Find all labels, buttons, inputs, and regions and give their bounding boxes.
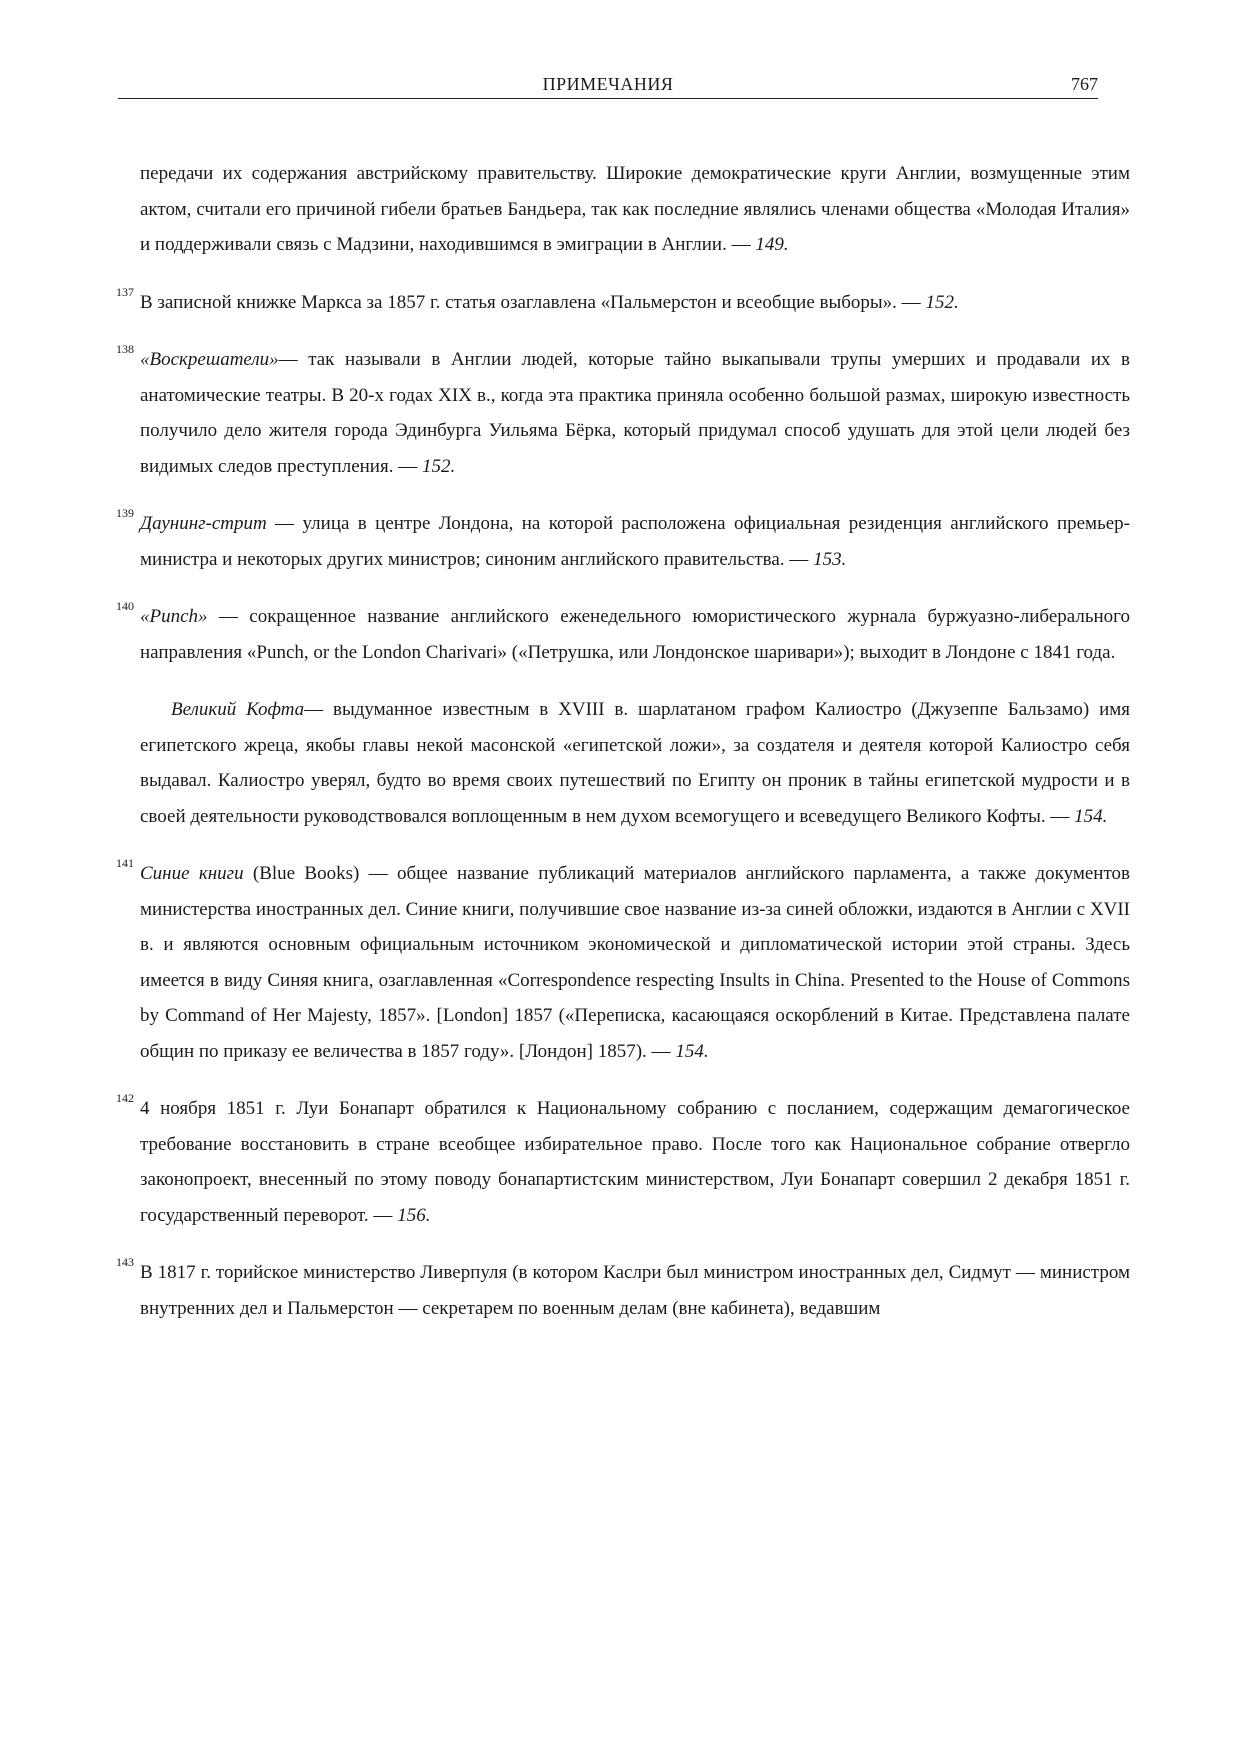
note-text: передачи их содержания австрийскому правительству. Широкие демократические круги Англии, возмущенные этим актом, считали его причиной гибели братьев Бандьера, так как последние являлись членами общества «Молодая Италия» и поддерживали связь с Мадзини, находившимся в эмиграции в Англии. — [140,163,1130,255]
header-title: ПРИМЕЧАНИЯ [542,74,674,94]
page-reference: 154. [1074,805,1108,827]
note-number: 137 [116,284,134,299]
note-term: Великий Кофта [171,699,305,720]
note-text: — выдуманное известным в XVIII в. шарлатаном графом Калиостро (Джузеппе Бальзамо) имя египетского жреца, якобы главы некой масонской «египетской ложи», за создателя и деятеля которой Калиостро себя выдавал. Калиостро уверял, будто во время своих путешествий по Египту он проник в тайны египетской мудрости и в своей деятельности руководствовался воплощенным в нем духом всемогущего и всеведущего Великого Кофты. — [140,699,1130,827]
page-reference: 152. [421,455,456,477]
note-139 [116,506,1130,577]
note-140 [116,599,1130,670]
note-term: Даунинг-стрит [140,513,267,534]
page-reference: 149. [755,234,789,255]
note-number: 139 [116,506,134,520]
note-text: 4 ноября 1851 г. Луи Бонапарт обратился к Национальному собранию с посланием, содержащим демагогическое требование восстановить в стране всеобщее избирательное право. После того как Национальное собрание отвергло законопроект, внесенный по этому поводу бонапартистским министерством, Луи Бонапарт совершил 2 декабря 1851 г. государственный переворот. — [140,1098,1130,1226]
note-term: «Punch» [140,606,208,627]
note-text: В 1817 г. торийское министерство Ливерпуля (в котором Каслри был министром иностранных дел, Сидмут — министром внутренних дел и Пальмерстон — секретарем по военным делам (вне кабинета), ведавшим [140,1262,1130,1319]
note-text: (Blue Books) — общее название публикаций материалов английского парламента, а также документов министерства иностранных дел. Синие книги, получившие свое название из-за синей обложки, издаются в Англии с XVII в. и являются основным официальным источником экономической и дипломатической истории этой страны. Здесь имеется в виду Синяя книга, озаглавленная «Correspondence respecting Insults in China. Presented to the House of Commons by Command of Her Majesty, 1857». [London] 1857 («Переписка, касающаяся оскорблений в Китае. Представлена палате общин по приказу ее величества в 1857 году». [Лондон] 1857). — [140,863,1130,1062]
note-term: Синие книги [140,863,244,884]
page-reference: 153. [813,548,847,570]
page-reference: 152. [925,291,959,313]
note-continuation [140,156,1130,263]
page-reference: 154. [675,1040,709,1062]
note-term: «Воскрешатели» [140,349,279,370]
note-number: 142 [116,1091,134,1105]
note-number: 138 [116,342,134,356]
note-text: — улица в центре Лондона, на которой расположена официальная резиденция английского премьер-министра и некоторых других министров; синоним английского правительства. — [140,513,1130,570]
page-reference: 156. [397,1204,431,1226]
note-text: В записной книжке Маркса за 1857 г. статья озаглавлена «Пальмерстон и всеобщие выборы». — [140,291,926,313]
note-143 [116,1255,1130,1326]
note-137 [116,284,1130,321]
note-number: 140 [116,599,134,613]
notes-body [116,156,1130,1348]
page-number: 767 [1071,74,1098,94]
note-kofta [140,692,1130,834]
note-138 [116,342,1130,484]
note-number: 141 [116,856,134,870]
note-text: — так называли в Англии людей, которые тайно выкапывали трупы умерших и продавали их в анатомические театры. В 20-х годах XIX в., когда эта практика приняла особенно большой размах, широкую известность получило дело жителя города Эдинбурга Уильяма Бёрка, который придумал способ удушать для этой цели людей без видимых следов преступления. — [140,349,1130,477]
note-141 [116,856,1130,1069]
note-text: — сокращенное название английского еженедельного юмористического журнала буржуазно-либерального направления «Punch, or the London Charivari» («Петрушка, или Лондонское шаривари»); выходит в Лондоне с 1841 года. [140,606,1130,663]
note-142 [116,1091,1130,1233]
note-number: 143 [116,1255,134,1269]
running-header [118,74,1098,99]
